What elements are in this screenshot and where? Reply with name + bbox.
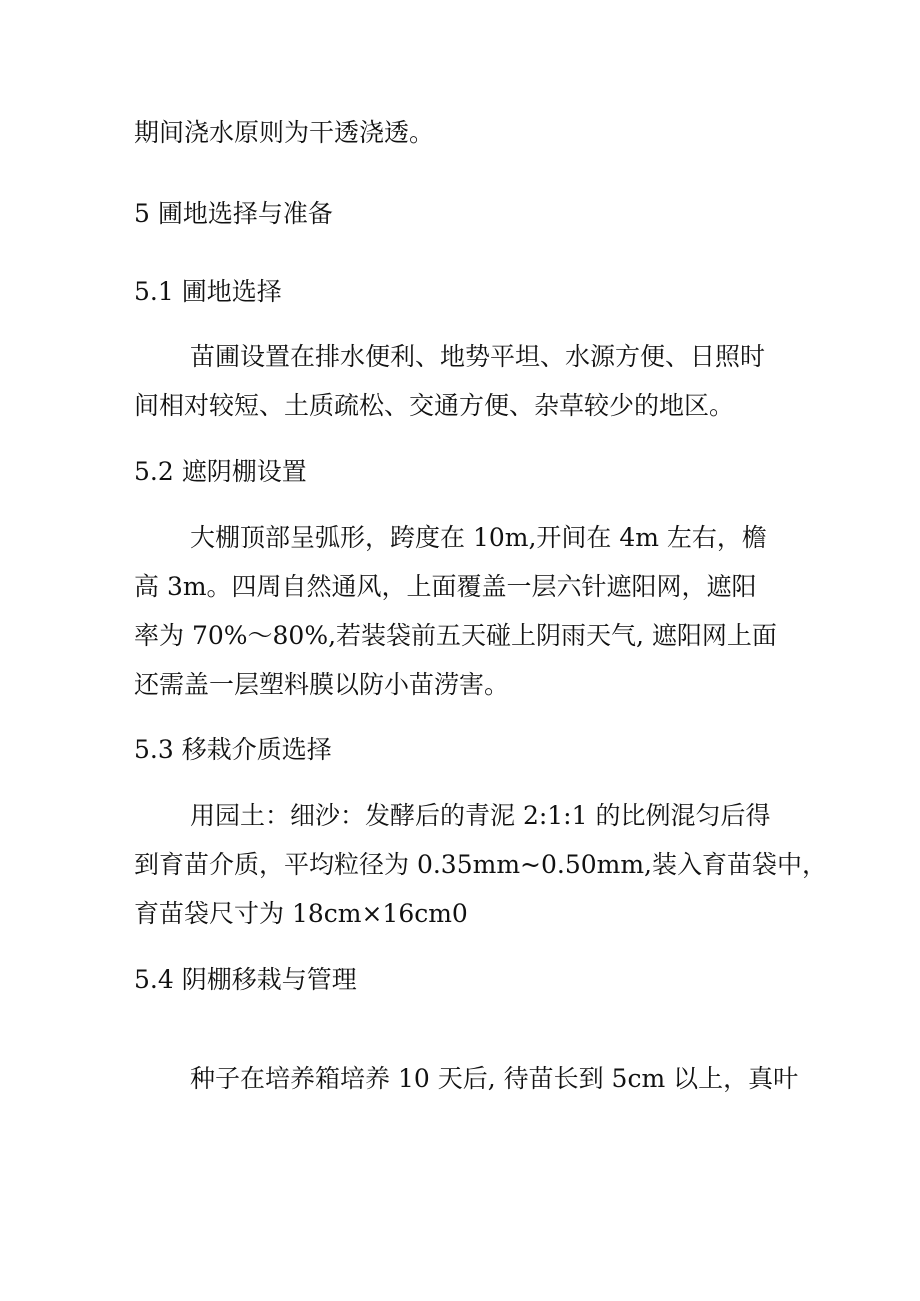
paragraph-line: 高 3m。四周自然通风，上面覆盖一层六针遮阳网，遮阳 (134, 572, 757, 601)
section-heading-5-4: 5.4 阴棚移栽与管理 (134, 965, 357, 994)
section-heading-5: 5 圃地选择与准备 (134, 199, 333, 228)
paragraph-line: 育苗袋尺寸为 18cm×16cm0 (134, 899, 468, 928)
section-heading-5-2: 5.2 遮阴棚设置 (134, 457, 307, 486)
paragraph-line: 间相对较短、土质疏松、交通方便、杂草较少的地区。 (134, 391, 735, 420)
paragraph-line: 到育苗介质，平均粒径为 0.35mm~0.50mm,装入育苗袋中， (134, 850, 827, 879)
paragraph-line: 大棚顶部呈弧形，跨度在 10m,开间在 4m 左右，檐 (190, 523, 767, 552)
paragraph-line: 苗圃设置在排水便利、地势平坦、水源方便、日照时 (190, 342, 766, 371)
section-heading-5-1: 5.1 圃地选择 (134, 277, 282, 306)
paragraph-line: 期间浇水原则为干透浇透。 (134, 118, 435, 147)
paragraph-line: 还需盖一层塑料膜以防小苗涝害。 (134, 670, 510, 699)
paragraph-line: 种子在培养箱培养 10 天后, 待苗长到 5cm 以上，真叶 (190, 1064, 799, 1093)
section-heading-5-3: 5.3 移栽介质选择 (134, 735, 332, 764)
paragraph-line: 率为 70%～80%,若装袋前五天碰上阴雨天气, 遮阳网上面 (134, 621, 777, 650)
paragraph-line: 用园土：细沙：发酵后的青泥 2:1:1 的比例混匀后得 (190, 801, 771, 830)
